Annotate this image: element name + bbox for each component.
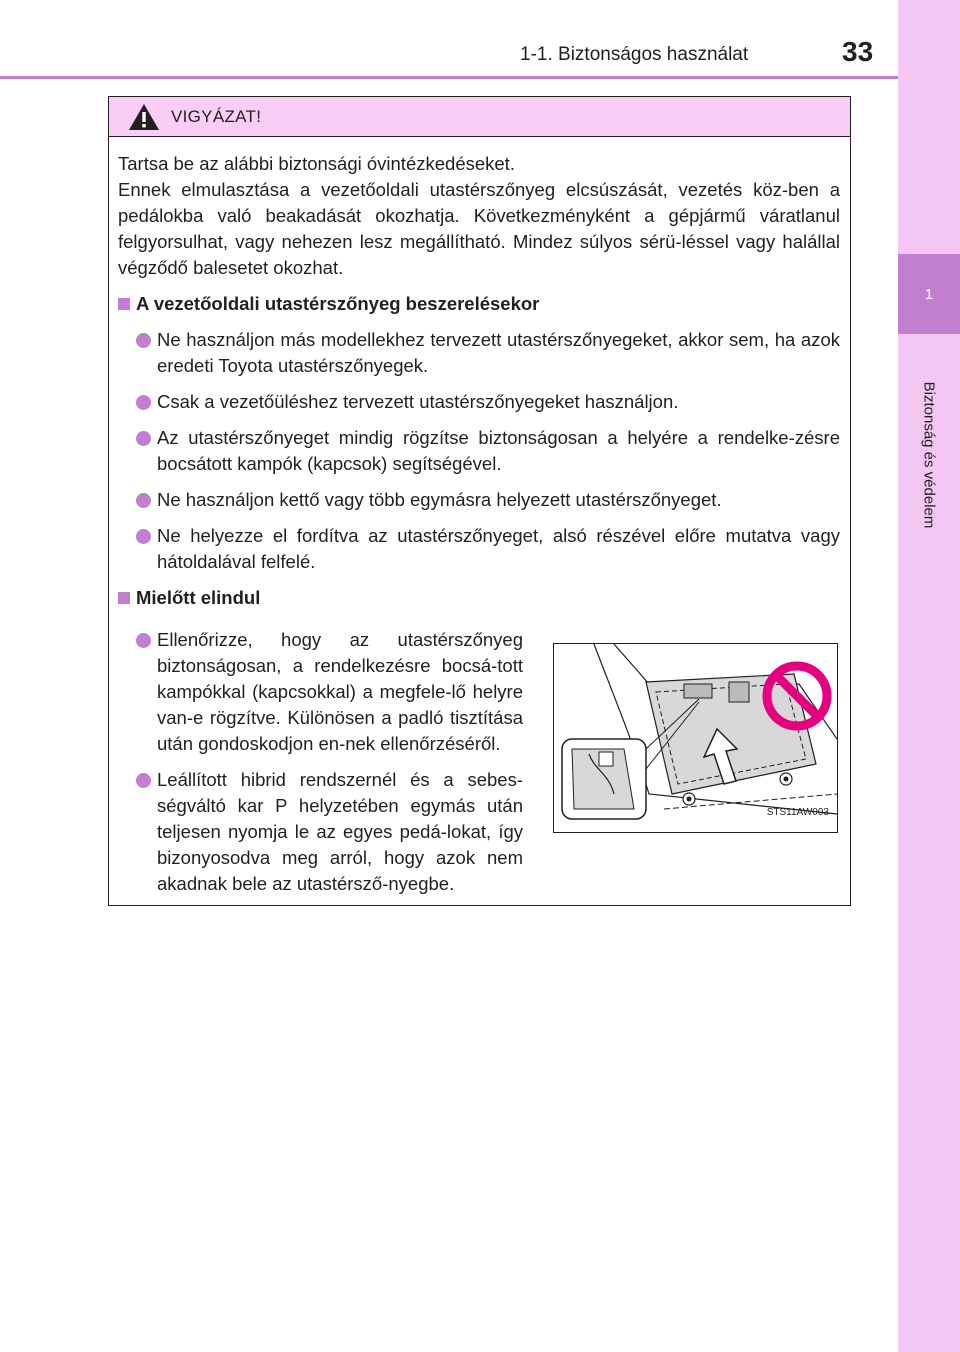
list-item <box>118 767 523 897</box>
floor-mat-illustration <box>553 643 838 833</box>
list-item-text: Ne használjon más modellekhez tervezett utastérszőnyegeket, akkor sem, ha azok eredeti Toyota utastérszőnyegek. <box>157 329 840 376</box>
square-bullet-icon <box>118 298 130 310</box>
square-bullet-icon <box>118 592 130 604</box>
bullet-dot-icon <box>136 333 151 348</box>
chapter-title: Biztonság és védelem <box>920 381 938 529</box>
chapter-number: 1 <box>924 285 934 303</box>
figure-code: STS11AW003 <box>766 807 829 818</box>
section-title: 1-1. Biztonságos használat <box>520 44 749 65</box>
section-heading-text: A vezetőoldali utastérszőnyeg beszerelésekor <box>136 293 540 314</box>
chapter-number-tab <box>898 254 960 334</box>
side-tab-strip <box>898 0 960 1352</box>
list-item-text: Leállított hibrid rendszernél és a sebes-ségváltó kar P helyzetében egymás után teljesen nyomja le az egyes pedá-lokat, így bizonyosodva meg arról, hogy azok nem akadnak bele az utastérsző-nyegbe. <box>157 769 523 894</box>
list-item-text: Ellenőrizze, hogy az utastérszőnyeg biztonságosan, a rendelkezésre bocsá-tott kampókkal (kapcsokkal) a megfele-lő helyre van-e rögzítve. Különösen a padló tisztítása után gondoskodjon en-nek ellenőrzéséről. <box>157 629 523 754</box>
list-item <box>118 425 840 477</box>
warning-triangle-icon <box>127 102 161 132</box>
list-item <box>118 523 840 575</box>
bullet-dot-icon <box>136 395 151 410</box>
bullet-dot-icon <box>136 633 151 648</box>
before-driving-list <box>118 627 523 897</box>
intro-line: Tartsa be az alábbi biztonsági óvintézkedéseket. <box>118 153 515 174</box>
section-heading-before-driving <box>118 585 840 611</box>
warning-box <box>108 96 851 906</box>
section-heading-text: Mielőtt elindul <box>136 587 261 608</box>
bullet-dot-icon <box>136 529 151 544</box>
before-driving-content <box>118 627 840 897</box>
list-item-text: Ne használjon kettő vagy több egymásra helyezett utastérszőnyeget. <box>157 489 722 510</box>
warning-intro <box>118 151 840 281</box>
list-item-text: Csak a vezetőüléshez tervezett utastérszőnyegeket használjon. <box>157 391 679 412</box>
list-item <box>118 487 840 513</box>
warning-header <box>109 97 850 137</box>
warning-title: VIGYÁZAT! <box>171 106 262 126</box>
warning-body <box>118 151 840 897</box>
list-item <box>118 327 840 379</box>
bullet-dot-icon <box>136 431 151 446</box>
bullet-dot-icon <box>136 773 151 788</box>
list-item-text: Az utastérszőnyeget mindig rögzítse biztonságosan a helyére a rendelke-zésre bocsátott kampók (kapcsok) segítségével. <box>157 427 840 474</box>
list-item <box>118 389 840 415</box>
list-item-text: Ne helyezze el fordítva az utastérszőnyeget, alsó részével előre mutatva vagy hátoldalával felfelé. <box>157 525 840 572</box>
section-heading-install <box>118 291 840 317</box>
page-number: 33 <box>842 36 874 67</box>
bullet-dot-icon <box>136 493 151 508</box>
list-item <box>118 627 523 757</box>
intro-text: Ennek elmulasztása a vezetőoldali utastérszőnyeg elcsúszását, vezetés köz-ben a pedálokba való beakadását okozhatja. Következményként a gépjármű váratlanul felgyorsulhat, vagy nehezen lesz megállítható. Mindez súlyos sérü-léssel vagy halállal végződő balesetet okozhat. <box>118 179 840 278</box>
header-rule <box>0 76 898 79</box>
